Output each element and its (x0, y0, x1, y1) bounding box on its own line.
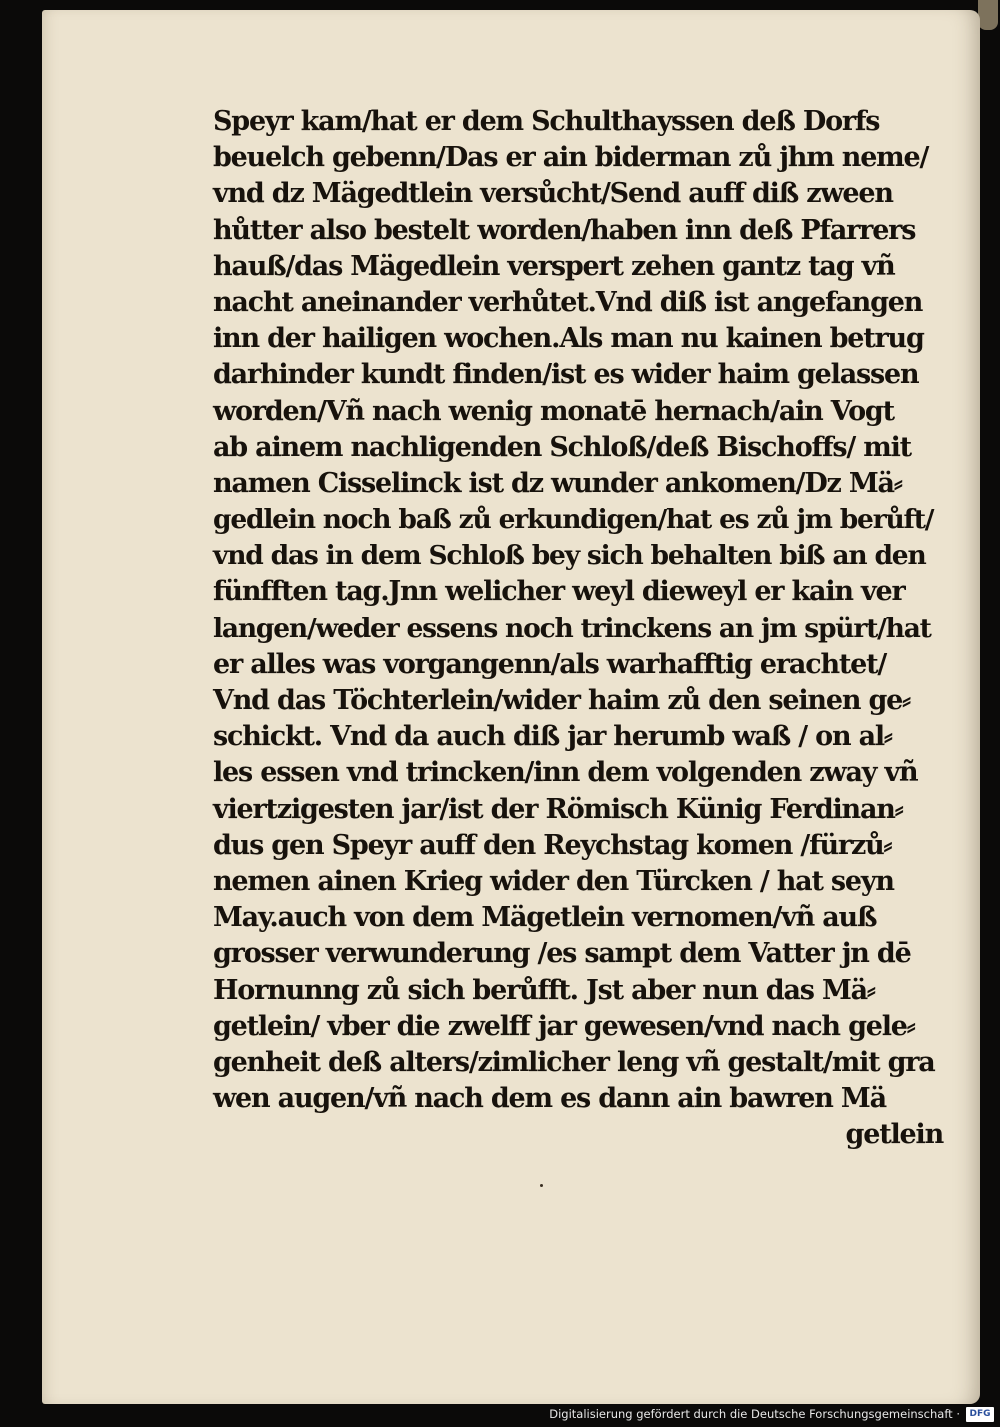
text-line: Vnd das Töchterlein/wider haim zů den seinen ge⸗ (213, 685, 910, 716)
text-line: getlein/ vber die zwelff jar gewesen/vnd nach gele⸗ (213, 1010, 915, 1042)
footer-bar (0, 1404, 1000, 1427)
text-line: vnd dz Mägedtlein versůcht/Send auff diß zween (213, 178, 893, 210)
text-line: nacht aneinander verhůtet.Vnd diß ist angefangen (213, 286, 923, 318)
text-line: Speyr kam/hat er dem Schulthayssen deß Dorfs (213, 106, 880, 137)
text-line: schickt. Vnd da auch diß jar herumb waß / on al⸗ (213, 721, 892, 753)
text-line: ab ainem nachligenden Schloß/deß Bischoffs/ mit (213, 431, 911, 463)
dfg-logo: DFG (966, 1407, 994, 1422)
footer-credit: Digitalisierung gefördert durch die Deutsche Forschungsgemeinschaft · (549, 1407, 960, 1421)
paper-speck (540, 1184, 543, 1187)
text-line: namen Cisselinck ist dz wunder ankomen/Dz Mä⸗ (213, 467, 902, 499)
text-line: nemen ainen Krieg wider den Türcken / hat seyn (213, 865, 894, 897)
page-edge (978, 0, 998, 30)
text-line: beuelch gebenn/Das er ain biderman zů jhm neme/ (213, 142, 929, 174)
catchword: getlein (845, 1119, 943, 1151)
text-line: May.auch von dem Mägetlein vernomen/vñ auß (213, 902, 877, 934)
text-line: hauß/das Mägedlein verspert zehen gantz tag vñ (213, 250, 895, 282)
text-line: langen/weder essens noch trinckens an jm spürt/hat (213, 612, 931, 644)
text-line: les essen vnd trincken/inn dem volgenden zway vñ (213, 757, 918, 789)
text-line: wen augen/vñ nach dem es dann ain bawren Mä (213, 1083, 886, 1115)
text-line: worden/Vñ nach wenig monatē hernach/ain Vogt (213, 395, 894, 427)
text-line: dus gen Speyr auff den Reychstag komen /fürzů⸗ (213, 829, 892, 861)
page-text-block (213, 104, 943, 1153)
text-line: inn der hailigen wochen.Als man nu kainen betrug (213, 323, 924, 355)
text-line: hůtter also bestelt worden/haben inn deß Pfarrers (213, 214, 916, 246)
text-line: darhinder kundt finden/ist es wider haim gelassen (213, 359, 919, 391)
text-line: grosser verwunderung /es sampt dem Vatter jn dē (213, 938, 911, 970)
text-line: fünfften tag.Jnn welicher weyl dieweyl er kain ver (213, 576, 905, 608)
text-line: vnd das in dem Schloß bey sich behalten biß an den (213, 540, 926, 572)
text-line: er alles was vorgangenn/als warhafftig erachtet/ (213, 648, 887, 680)
text-line: viertzigesten jar/ist der Römisch Künig Ferdinan⸗ (213, 793, 903, 825)
text-line: gedlein noch baß zů erkundigen/hat es zů jm berůft/ (213, 504, 934, 536)
text-line: Hornunng zů sich berůfft. Jst aber nun das Mä⸗ (213, 974, 875, 1006)
text-line: genheit deß alters/zimlicher leng vñ gestalt/mit gra (213, 1046, 935, 1078)
